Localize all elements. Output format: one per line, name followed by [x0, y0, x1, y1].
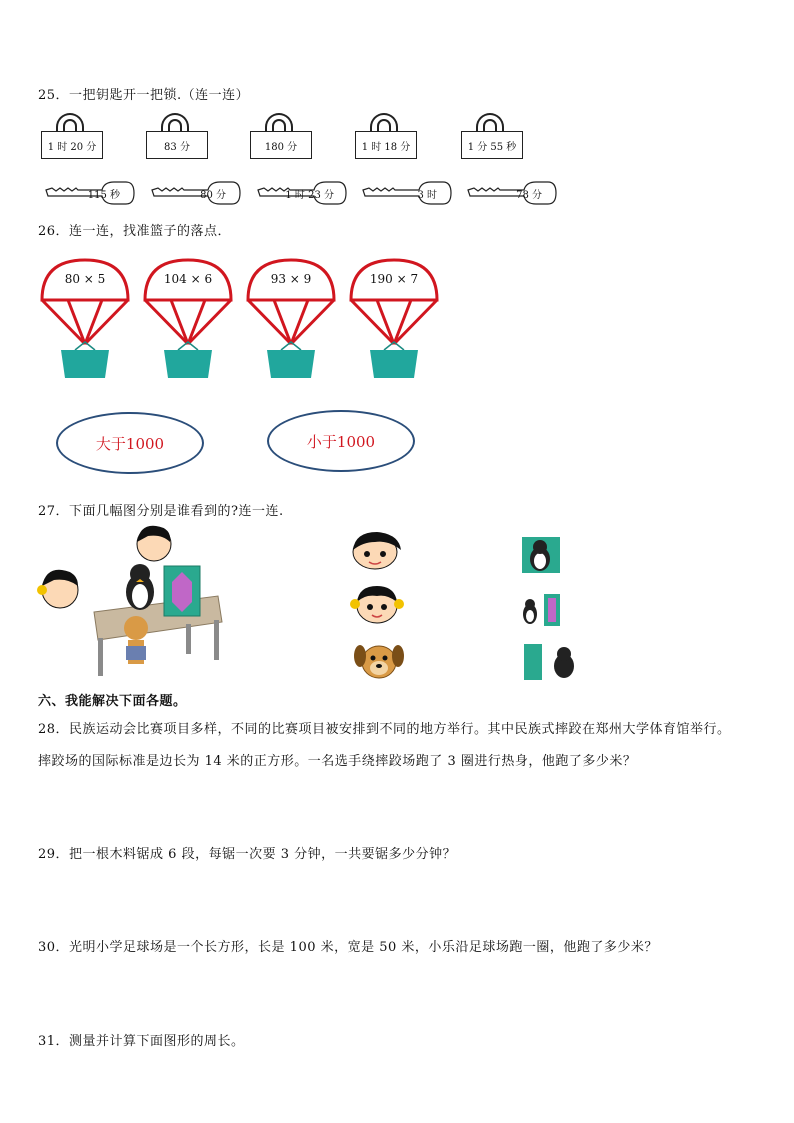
- table-scene-illustration: [36, 524, 236, 680]
- key-icon: [361, 178, 453, 208]
- q28-line-1: 28．民族运动会比赛项目多样，不同的比赛项目被安排到不同的地方举行。其中民族式摔跤在郑州大学体育馆举行。: [38, 722, 731, 737]
- view-penguin-front-icon[interactable]: [522, 537, 560, 573]
- parachute-1[interactable]: [40, 258, 130, 382]
- lock-1[interactable]: [41, 113, 105, 161]
- q30-text: 30．光明小学足球场是一个长方形，长是 100 米，宽是 50 米，小乐沿足球场跑一圈，他跑了多少米？: [38, 940, 658, 955]
- lock-4[interactable]: [355, 113, 419, 161]
- q29-text: 29．把一根木料锯成 6 段，每锯一次要 3 分钟，一共要锯多少分钟？: [38, 847, 457, 862]
- target-greater-than-1000[interactable]: 大于1000: [56, 412, 204, 474]
- key-2[interactable]: [150, 178, 242, 208]
- q27-text: 27．下面几幅图分别是谁看到的?连一连.: [38, 504, 284, 519]
- q25-text: 25．一把钥匙开一把锁.（连一连）: [38, 88, 250, 103]
- lock-3[interactable]: [250, 113, 314, 161]
- girl-face-icon[interactable]: [345, 580, 407, 626]
- key-5[interactable]: [466, 178, 558, 208]
- parachute-expression: 80 × 5: [64, 272, 106, 286]
- lock-label: 83 分: [146, 131, 208, 159]
- view-box-penguin-back-icon[interactable]: [524, 644, 580, 680]
- parachute-3[interactable]: [246, 258, 336, 382]
- lock-label: 1 分 55 秒: [461, 131, 523, 159]
- dog-face-icon[interactable]: [352, 640, 406, 682]
- key-label: 3 时: [417, 190, 437, 201]
- key-label: 78 分: [516, 190, 542, 201]
- key-1[interactable]: [44, 178, 136, 208]
- key-label: 1 时 23 分: [285, 190, 334, 201]
- lock-label: 1 时 18 分: [355, 131, 417, 159]
- parachute-2[interactable]: [143, 258, 233, 382]
- lock-label: 180 分: [250, 131, 312, 159]
- q31-text: 31．测量并计算下面图形的周长。: [38, 1034, 245, 1049]
- key-label: 80 分: [200, 190, 226, 201]
- lock-2[interactable]: [146, 113, 210, 161]
- lock-5[interactable]: [461, 113, 525, 161]
- target-less-than-1000[interactable]: 小于1000: [267, 410, 415, 472]
- parachute-4[interactable]: [349, 258, 439, 382]
- q28-line-2: 摔跤场的国际标准是边长为 14 米的正方形。一名选手绕摔跤场跑了 3 圈进行热身，他跑了多少米？: [38, 754, 637, 769]
- boy-face-icon[interactable]: [345, 528, 407, 572]
- key-icon: [150, 178, 242, 208]
- parachute-expression: 104 × 6: [163, 272, 213, 286]
- key-4[interactable]: [361, 178, 453, 208]
- key-3[interactable]: [256, 178, 348, 208]
- lock-label: 1 时 20 分: [41, 131, 103, 159]
- parachute-expression: 93 × 9: [270, 272, 312, 286]
- key-icon: [466, 178, 558, 208]
- q26-text: 26．连一连，找准篮子的落点．: [38, 224, 232, 239]
- parachute-expression: 190 × 7: [369, 272, 419, 286]
- view-penguin-box-side-icon[interactable]: [520, 592, 564, 628]
- section-6-title: 六、我能解决下面各题。: [38, 694, 187, 709]
- key-label: 115 秒: [87, 190, 120, 201]
